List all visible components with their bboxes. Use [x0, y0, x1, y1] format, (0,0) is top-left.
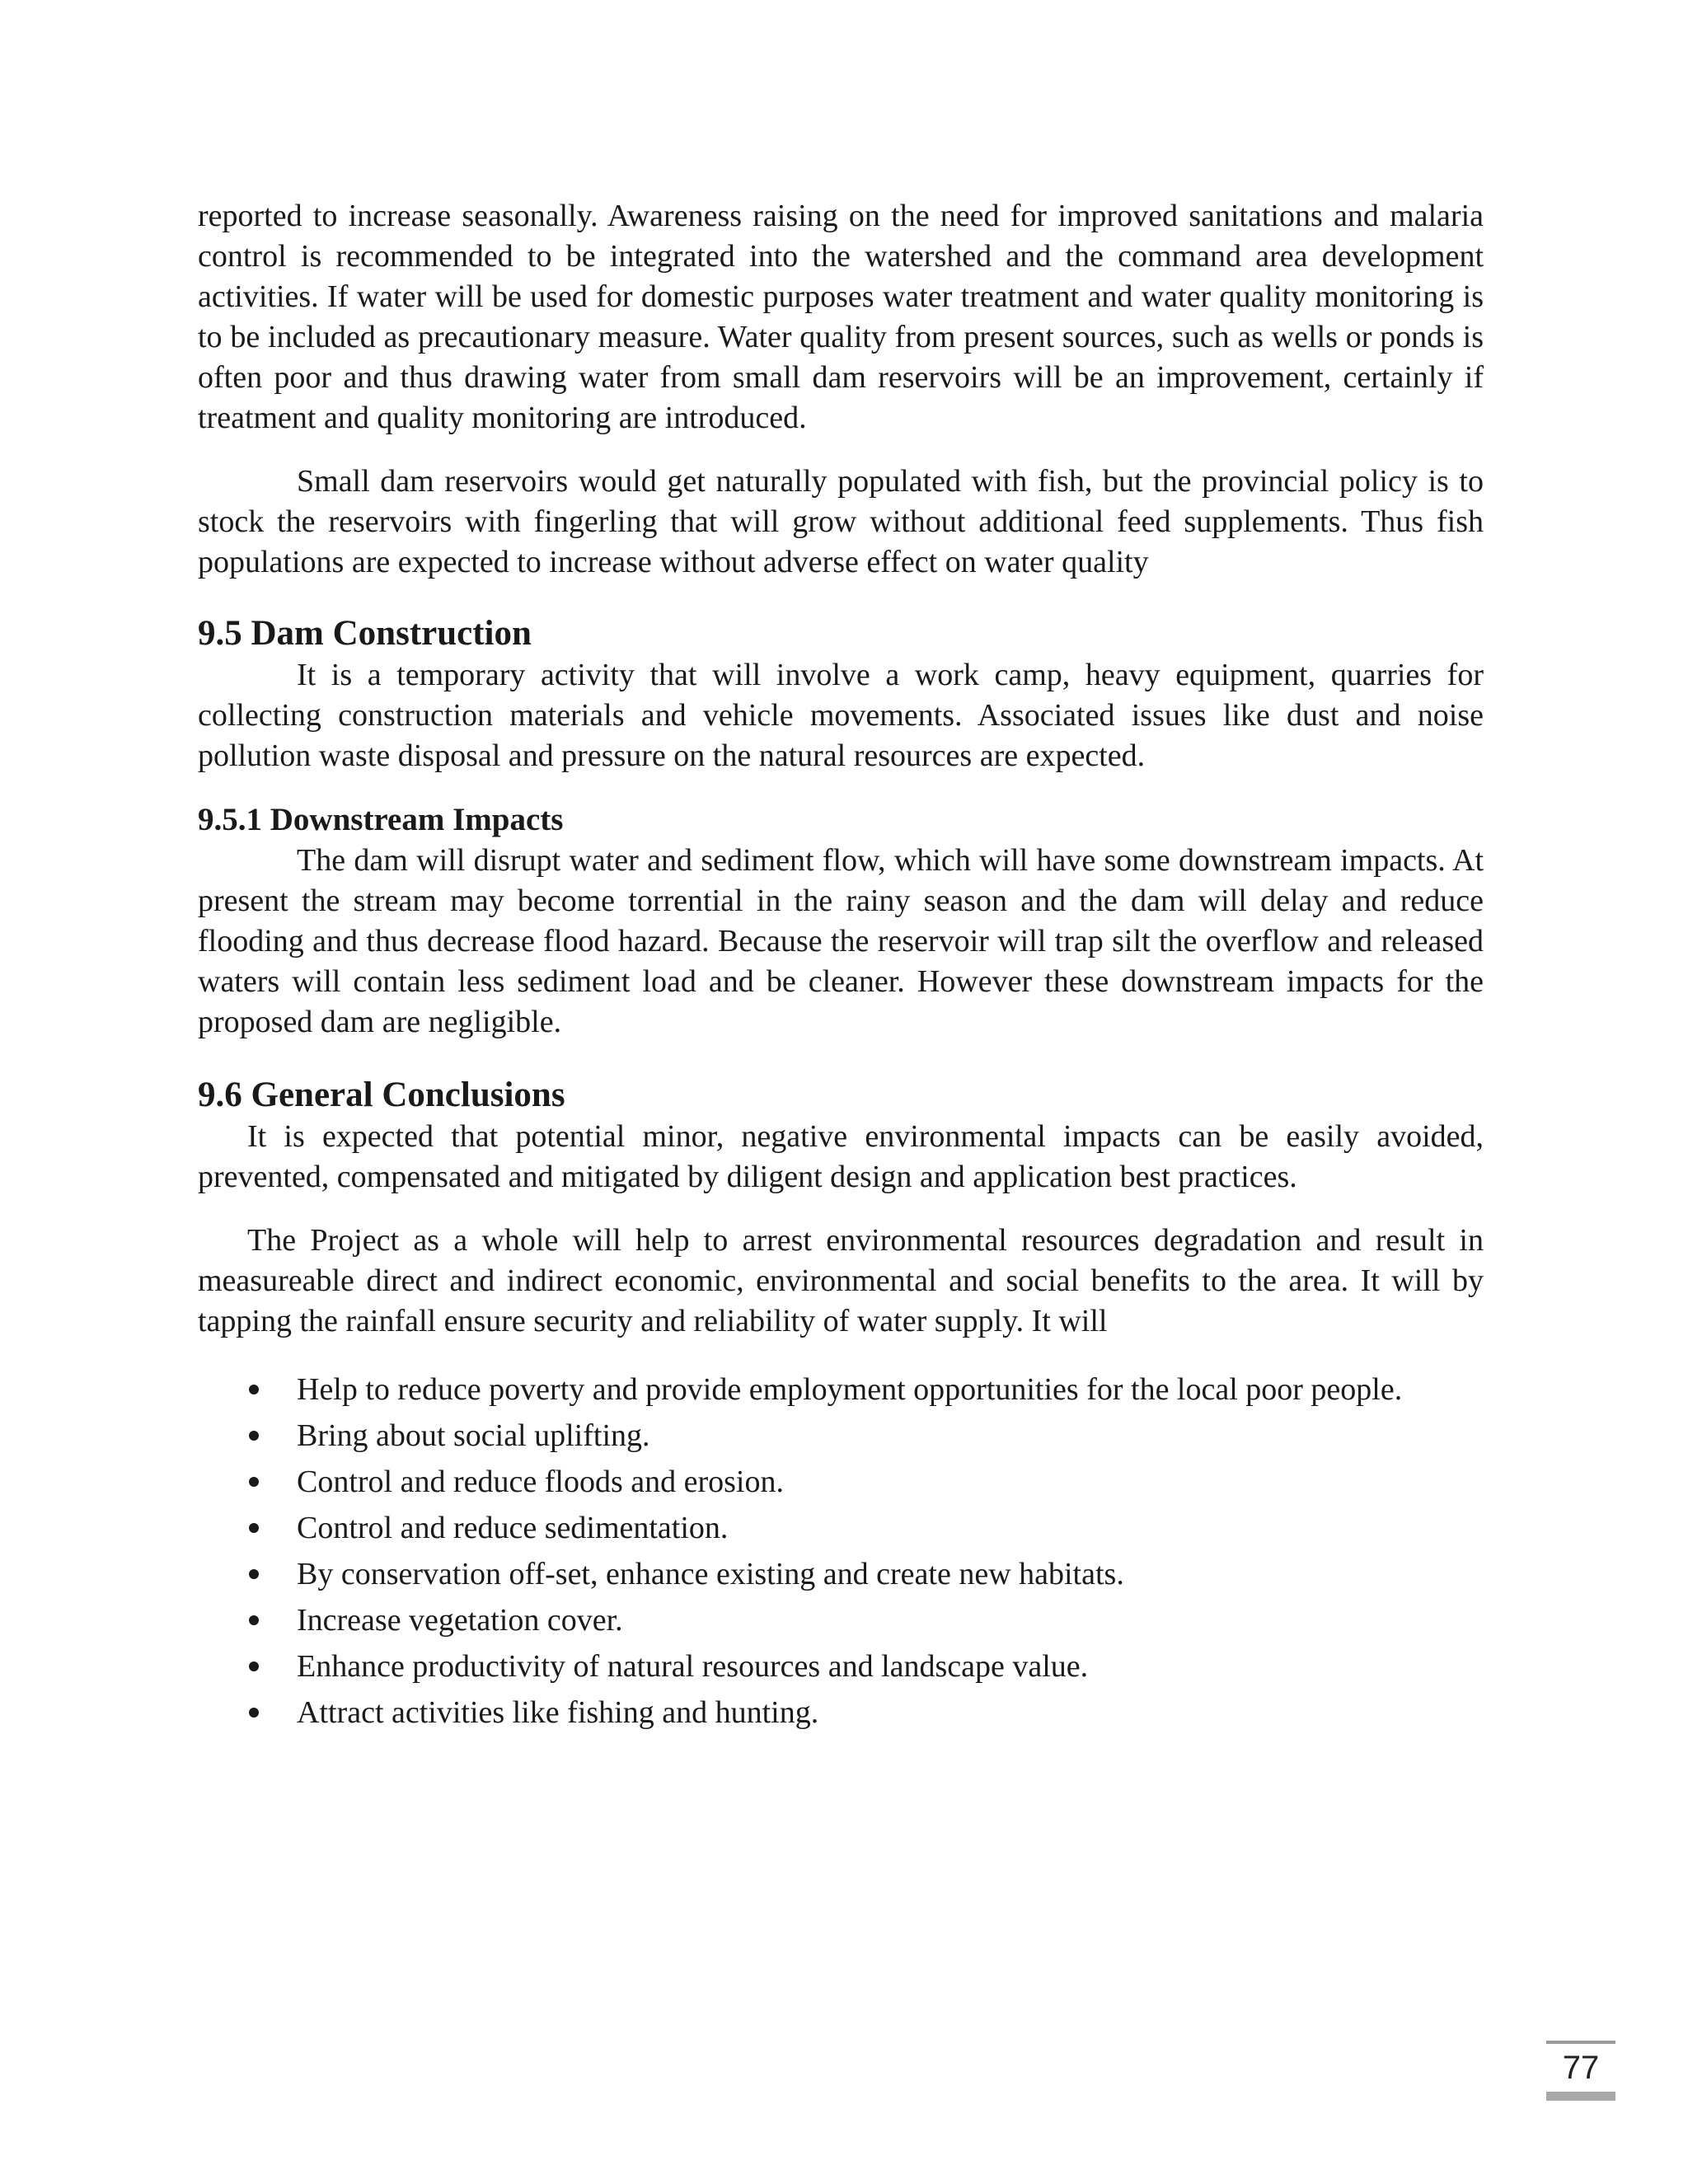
list-item: Enhance productivity of natural resources and landscape value.: [198, 1643, 1484, 1690]
bullet-icon: [249, 1523, 259, 1533]
section-heading-general-conclusions: 9.6 General Conclusions: [198, 1076, 565, 1114]
paragraph-dam-construction: It is a temporary activity that will involve a work camp, heavy equipment, quarries for collecting construction materials and vehicle movements. Associated issues like dust and noise pollution waste disposal and pressure on the natural resources are expected.: [198, 658, 1484, 773]
bullet-icon: [249, 1708, 259, 1718]
paragraph-downstream-impacts: The dam will disrupt water and sediment flow, which will have some downstream impacts. At present the stream may become torrential in the rainy season and the dam will delay and reduce flooding and thus decrease flood hazard. Because the reservoir will trap silt the overflow and released waters will contain less sediment load and be cleaner. However these downstream impacts for the proposed dam are negligible.: [198, 843, 1484, 1039]
list-item: Increase vegetation cover.: [198, 1597, 1484, 1643]
subsection-heading-downstream-impacts: 9.5.1 Downstream Impacts: [198, 802, 564, 837]
bullet-icon: [249, 1385, 259, 1394]
bullet-icon: [249, 1569, 259, 1579]
paragraph-project-benefits: The Project as a whole will help to arrest environmental resources degradation and result in measureable direct and indirect economic, environmental and social benefits to the area. It will by tapping the rainfall ensure security and reliability of water supply. It will: [198, 1223, 1484, 1338]
bullet-icon: [249, 1661, 259, 1671]
list-item: Control and reduce floods and erosion.: [198, 1459, 1484, 1505]
paragraph-conclusions-intro: It is expected that potential minor, negative environmental impacts can be easily avoided, prevented, compensated and mitigated by diligent design and application best practices.: [198, 1119, 1484, 1194]
list-item: Control and reduce sedimentation.: [198, 1505, 1484, 1551]
paragraph-fish-populations: Small dam reservoirs would get naturally populated with fish, but the provincial policy is to stock the reservoirs with fingerling that will grow without additional feed supplements. Thus fish populations are expected to increase without adverse effect on water quality: [198, 464, 1484, 579]
list-item: Help to reduce poverty and provide employment opportunities for the local poor people.: [198, 1366, 1484, 1413]
paragraph-sanitation-water-quality: reported to increase seasonally. Awareness raising on the need for improved sanitations and malaria control is recommended to be integrated into the watershed and the command area development activities. If water will be used for domestic purposes water treatment and water quality monitoring is to be included as precautionary measure. Water quality from present sources, such as wells or ponds is often poor and thus drawing water from small dam reservoirs will be an improvement, certainly if treatment and quality monitoring are introduced.: [198, 199, 1484, 435]
list-item: Attract activities like fishing and hunting.: [198, 1690, 1484, 1736]
page-number-block: [1546, 2041, 1615, 2101]
bullet-icon: [249, 1431, 259, 1441]
list-item: Bring about social uplifting.: [198, 1413, 1484, 1459]
page-number-bottom-bar: [1546, 2092, 1615, 2101]
bullet-icon: [249, 1615, 259, 1625]
benefits-bullet-list: [198, 1366, 1484, 1736]
bullet-icon: [249, 1477, 259, 1487]
list-item: By conservation off-set, enhance existing and create new habitats.: [198, 1551, 1484, 1597]
page-number: 77: [1562, 2050, 1600, 2086]
section-heading-dam-construction: 9.5 Dam Construction: [198, 614, 532, 653]
document-page: [198, 196, 1484, 1736]
